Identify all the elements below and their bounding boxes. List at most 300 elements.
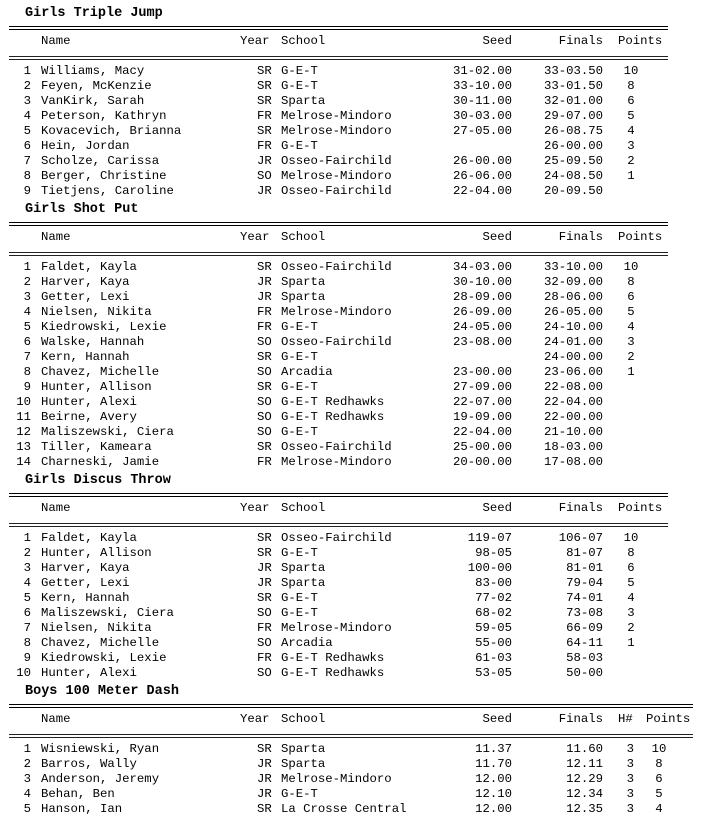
athlete-name: Tietjens, Caroline [41,184,174,198]
place-cell: 6 [23,606,31,620]
year-cell: SO [257,606,272,620]
place-cell: 8 [23,636,31,650]
year-cell: SO [257,425,272,439]
place-cell: 7 [23,621,31,635]
school-cell: G-E-T [281,546,318,560]
result-row [0,275,703,290]
points-cell: 8 [627,275,635,289]
seed-cell: 22-04.00 [452,425,512,439]
finals-cell: 12.11 [566,757,603,771]
result-row [0,425,703,440]
athlete-name: Hunter, Allison [41,546,152,560]
seed-cell: 23-00.00 [452,365,512,379]
result-row [0,365,703,380]
finals-cell: 32-09.00 [543,275,603,289]
year-cell: FR [257,320,272,334]
seed-cell: 33-10.00 [452,79,512,93]
school-cell: G-E-T [281,64,318,78]
separator-rule [9,493,668,494]
finals-cell: 33-10.00 [543,260,603,274]
seed-cell: 77-02 [475,591,512,605]
school-cell: G-E-T Redhawks [281,651,385,665]
seed-cell: 12.10 [475,787,512,801]
result-row [0,410,703,425]
finals-cell: 20-09.50 [543,184,603,198]
school-cell: G-E-T Redhawks [281,395,385,409]
athlete-name: Kern, Hannah [41,591,130,605]
year-cell: SR [257,350,272,364]
result-row [0,169,703,184]
place-cell: 9 [23,380,31,394]
column-header-row [0,501,703,516]
seed-cell: 26-00.00 [452,154,512,168]
seed-cell: 34-03.00 [452,260,512,274]
athlete-name: Chavez, Michelle [41,365,160,379]
result-row [0,772,703,787]
header-school: School [281,712,326,726]
athlete-name: Hunter, Alexi [41,666,137,680]
seed-cell: 11.70 [475,757,512,771]
year-cell: FR [257,109,272,123]
finals-cell: 66-09 [566,621,603,635]
athlete-name: Kiedrowski, Lexie [41,320,167,334]
school-cell: Osseo-Fairchild [281,154,392,168]
year-cell: SR [257,531,272,545]
points-cell: 5 [627,576,635,590]
school-cell: G-E-T [281,425,318,439]
header-points: Points [646,712,691,726]
heat-cell: 3 [626,802,634,816]
result-row [0,561,703,576]
header-seed: Seed [482,34,512,48]
event-title: Girls Shot Put [25,202,139,217]
athlete-name: Getter, Lexi [41,290,130,304]
place-cell: 10 [16,395,31,409]
separator-rule [9,704,693,705]
points-cell: 10 [623,531,639,545]
header-year: Year [240,34,270,48]
points-cell: 5 [655,787,663,801]
year-cell: JR [257,576,272,590]
place-cell: 7 [23,154,31,168]
seed-cell: 23-08.00 [452,335,512,349]
header-name: Name [41,501,71,515]
year-cell: SR [257,440,272,454]
seed-cell: 31-02.00 [452,64,512,78]
points-cell: 3 [627,335,635,349]
year-cell: FR [257,621,272,635]
separator-rule [9,29,668,30]
place-cell: 8 [23,365,31,379]
result-row [0,320,703,335]
athlete-name: Charneski, Jamie [41,455,160,469]
column-header-row [0,230,703,245]
seed-cell: 11.37 [475,742,512,756]
header-seed: Seed [482,712,512,726]
separator-rule [9,222,668,223]
place-cell: 1 [23,742,31,756]
year-cell: FR [257,305,272,319]
school-cell: Sparta [281,94,326,108]
points-cell: 8 [655,757,663,771]
seed-cell: 27-05.00 [452,124,512,138]
result-row [0,335,703,350]
athlete-name: Chavez, Michelle [41,636,160,650]
place-cell: 11 [16,410,31,424]
year-cell: FR [257,651,272,665]
result-row [0,531,703,546]
place-cell: 7 [23,350,31,364]
finals-cell: 32-01.00 [543,94,603,108]
year-cell: JR [257,290,272,304]
finals-cell: 73-08 [566,606,603,620]
result-row [0,546,703,561]
points-cell: 8 [627,79,635,93]
points-cell: 10 [623,260,639,274]
points-cell: 3 [627,139,635,153]
header-name: Name [41,712,71,726]
heat-cell: 3 [626,742,634,756]
place-cell: 5 [23,802,31,816]
result-row [0,802,703,817]
place-cell: 3 [23,290,31,304]
place-cell: 5 [23,320,31,334]
result-row [0,305,703,320]
finals-cell: 11.60 [566,742,603,756]
separator-rule [9,734,693,735]
seed-cell: 30-11.00 [452,94,512,108]
separator-rule [9,225,668,226]
place-cell: 12 [16,425,31,439]
seed-cell: 100-00 [467,561,512,575]
header-points: Points [618,501,663,515]
athlete-name: Hunter, Alexi [41,395,137,409]
points-cell: 8 [627,546,635,560]
header-year: Year [240,712,270,726]
result-row [0,591,703,606]
place-cell: 4 [23,787,31,801]
points-cell: 5 [627,109,635,123]
place-cell: 13 [16,440,31,454]
athlete-name: Maliszewski, Ciera [41,425,174,439]
column-header-row [0,712,703,727]
year-cell: SR [257,64,272,78]
finals-cell: 81-01 [566,561,603,575]
header-name: Name [41,34,71,48]
finals-cell: 58-03 [566,651,603,665]
points-cell: 6 [655,772,663,786]
place-cell: 4 [23,109,31,123]
athlete-name: Behan, Ben [41,787,115,801]
result-row [0,395,703,410]
result-row [0,576,703,591]
finals-cell: 12.34 [566,787,603,801]
finals-cell: 23-06.00 [543,365,603,379]
school-cell: G-E-T [281,787,318,801]
result-row [0,139,703,154]
seed-cell: 30-03.00 [452,109,512,123]
points-cell: 1 [627,365,635,379]
place-cell: 6 [23,139,31,153]
event-title: Girls Discus Throw [25,473,171,488]
year-cell: SO [257,410,272,424]
header-school: School [281,501,326,515]
heat-cell: 3 [626,787,634,801]
year-cell: FR [257,455,272,469]
place-cell: 6 [23,335,31,349]
place-cell: 10 [16,666,31,680]
year-cell: SO [257,636,272,650]
header-year: Year [240,501,270,515]
seed-cell: 61-03 [475,651,512,665]
seed-cell: 53-05 [475,666,512,680]
school-cell: Sparta [281,742,326,756]
year-cell: SO [257,395,272,409]
place-cell: 2 [23,275,31,289]
finals-cell: 22-04.00 [543,395,603,409]
year-cell: SR [257,260,272,274]
school-cell: Melrose-Mindoro [281,621,392,635]
seed-cell: 26-06.00 [452,169,512,183]
finals-cell: 12.29 [566,772,603,786]
points-cell: 6 [627,290,635,304]
year-cell: SO [257,169,272,183]
place-cell: 3 [23,772,31,786]
separator-rule [9,56,668,57]
year-cell: SR [257,94,272,108]
school-cell: Arcadia [281,636,333,650]
school-cell: Melrose-Mindoro [281,305,392,319]
finals-cell: 22-08.00 [543,380,603,394]
header-finals: Finals [558,34,603,48]
year-cell: SO [257,666,272,680]
finals-cell: 33-01.50 [543,79,603,93]
column-header-row [0,34,703,49]
school-cell: G-E-T [281,79,318,93]
points-cell: 4 [655,802,663,816]
school-cell: G-E-T [281,380,318,394]
points-cell: 10 [651,742,667,756]
finals-cell: 25-09.50 [543,154,603,168]
finals-cell: 74-01 [566,591,603,605]
year-cell: SR [257,546,272,560]
place-cell: 2 [23,79,31,93]
header-finals: Finals [558,501,603,515]
result-row [0,666,703,681]
result-row [0,606,703,621]
athlete-name: Hunter, Allison [41,380,152,394]
athlete-name: Wisniewski, Ryan [41,742,160,756]
seed-cell: 30-10.00 [452,275,512,289]
school-cell: Sparta [281,561,326,575]
year-cell: SR [257,124,272,138]
place-cell: 2 [23,757,31,771]
points-cell: 2 [627,154,635,168]
result-row [0,290,703,305]
seed-cell: 26-09.00 [452,305,512,319]
school-cell: G-E-T [281,139,318,153]
school-cell: Osseo-Fairchild [281,184,392,198]
separator-rule [9,737,693,738]
school-cell: Sparta [281,290,326,304]
finals-cell: 24-10.00 [543,320,603,334]
school-cell: Osseo-Fairchild [281,335,392,349]
result-row [0,154,703,169]
separator-rule [9,707,693,708]
seed-cell: 55-00 [475,636,512,650]
seed-cell: 25-00.00 [452,440,512,454]
seed-cell: 12.00 [475,802,512,816]
finals-cell: 79-04 [566,576,603,590]
year-cell: SR [257,79,272,93]
school-cell: Melrose-Mindoro [281,169,392,183]
year-cell: SR [257,380,272,394]
place-cell: 4 [23,576,31,590]
result-row [0,184,703,199]
result-row [0,380,703,395]
seed-cell: 22-04.00 [452,184,512,198]
athlete-name: Kern, Hannah [41,350,130,364]
finals-cell: 33-03.50 [543,64,603,78]
result-row [0,742,703,757]
year-cell: SO [257,335,272,349]
points-cell: 3 [627,606,635,620]
event-title: Girls Triple Jump [25,6,163,21]
seed-cell: 22-07.00 [452,395,512,409]
result-row [0,350,703,365]
athlete-name: Harver, Kaya [41,561,130,575]
result-row [0,79,703,94]
result-row [0,109,703,124]
finals-cell: 12.35 [566,802,603,816]
place-cell: 1 [23,531,31,545]
seed-cell: 98-05 [475,546,512,560]
seed-cell: 59-05 [475,621,512,635]
place-cell: 9 [23,651,31,665]
points-cell: 10 [623,64,639,78]
finals-cell: 24-01.00 [543,335,603,349]
header-school: School [281,230,326,244]
points-cell: 4 [627,124,635,138]
result-row [0,621,703,636]
athlete-name: VanKirk, Sarah [41,94,145,108]
finals-cell: 81-07 [566,546,603,560]
result-row [0,787,703,802]
result-row [0,64,703,79]
seed-cell: 19-09.00 [452,410,512,424]
place-cell: 3 [23,561,31,575]
result-row [0,440,703,455]
points-cell: 1 [627,636,635,650]
year-cell: JR [257,275,272,289]
year-cell: SR [257,802,272,816]
finals-cell: 106-07 [558,531,603,545]
athlete-name: Peterson, Kathryn [41,109,167,123]
school-cell: Sparta [281,275,326,289]
place-cell: 1 [23,64,31,78]
school-cell: G-E-T Redhawks [281,666,385,680]
header-points: Points [618,34,663,48]
points-cell: 4 [627,320,635,334]
school-cell: G-E-T [281,350,318,364]
school-cell: Osseo-Fairchild [281,531,392,545]
year-cell: SR [257,742,272,756]
separator-rule [9,523,668,524]
separator-rule [9,496,668,497]
separator-rule [9,26,668,27]
result-row [0,455,703,470]
heat-cell: 3 [626,757,634,771]
athlete-name: Maliszewski, Ciera [41,606,174,620]
athlete-name: Kiedrowski, Lexie [41,651,167,665]
place-cell: 3 [23,94,31,108]
header-year: Year [240,230,270,244]
athlete-name: Barros, Wally [41,757,137,771]
place-cell: 5 [23,591,31,605]
year-cell: FR [257,139,272,153]
header-heat: H# [618,712,633,726]
athlete-name: Nielsen, Nikita [41,621,152,635]
header-seed: Seed [482,230,512,244]
school-cell: G-E-T [281,320,318,334]
seed-cell: 83-00 [475,576,512,590]
year-cell: SR [257,591,272,605]
place-cell: 9 [23,184,31,198]
finals-cell: 64-11 [566,636,603,650]
finals-cell: 29-07.00 [543,109,603,123]
school-cell: Arcadia [281,365,333,379]
seed-cell: 68-02 [475,606,512,620]
result-row [0,124,703,139]
athlete-name: Faldet, Kayla [41,260,137,274]
school-cell: Melrose-Mindoro [281,109,392,123]
points-cell: 6 [627,94,635,108]
header-name: Name [41,230,71,244]
athlete-name: Hanson, Ian [41,802,123,816]
year-cell: JR [257,184,272,198]
school-cell: Sparta [281,576,326,590]
year-cell: SO [257,365,272,379]
school-cell: Melrose-Mindoro [281,124,392,138]
place-cell: 14 [16,455,31,469]
points-cell: 4 [627,591,635,605]
seed-cell: 27-09.00 [452,380,512,394]
finals-cell: 18-03.00 [543,440,603,454]
seed-cell: 12.00 [475,772,512,786]
athlete-name: Tiller, Kameara [41,440,152,454]
heat-cell: 3 [626,772,634,786]
school-cell: Melrose-Mindoro [281,772,392,786]
school-cell: Osseo-Fairchild [281,260,392,274]
school-cell: Melrose-Mindoro [281,455,392,469]
finals-cell: 26-05.00 [543,305,603,319]
athlete-name: Anderson, Jeremy [41,772,160,786]
athlete-name: Getter, Lexi [41,576,130,590]
result-row [0,94,703,109]
points-cell: 6 [627,561,635,575]
header-school: School [281,34,326,48]
school-cell: G-E-T [281,606,318,620]
year-cell: JR [257,154,272,168]
separator-rule [9,526,668,527]
place-cell: 5 [23,124,31,138]
athlete-name: Faldet, Kayla [41,531,137,545]
seed-cell: 20-00.00 [452,455,512,469]
seed-cell: 28-09.00 [452,290,512,304]
school-cell: G-E-T Redhawks [281,410,385,424]
points-cell: 5 [627,305,635,319]
athlete-name: Harver, Kaya [41,275,130,289]
